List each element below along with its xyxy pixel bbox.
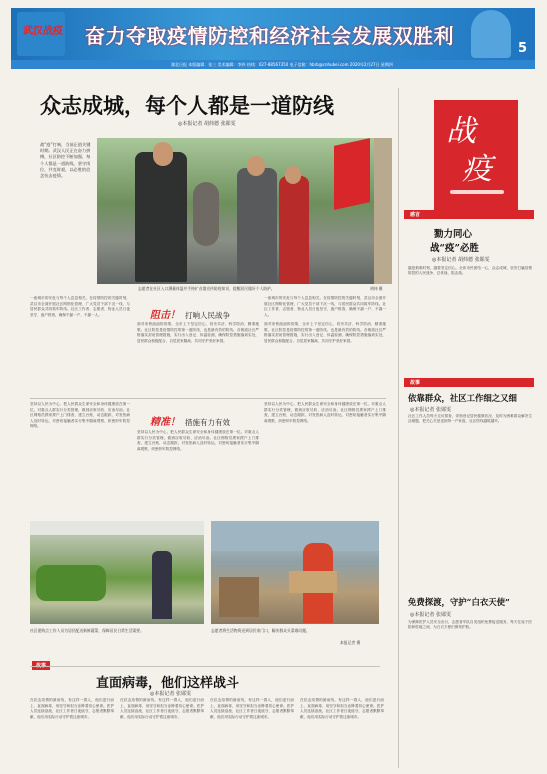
section1-body-top: 一座城市的安危与每个人息息相关。在疫情防控的关键时刻，武汉市全面开展社区网格化管理，广大党员干部下沉一线，与居民群众共同筑牢防线。社区工作者、志愿者、物业人员日夜坚守，逐户排查，确保不漏一户、不漏一人。 xyxy=(264,296,386,317)
intro-text: 战“疫”打响，当前正值关键时期。武汉人民正在奋力拼搏，社区防控不断加强，每个人都是一道防线，坚守岗位，共克时艰，以必胜的信念抗击疫情。 xyxy=(40,142,91,179)
right-tag-2-label: 故事 xyxy=(410,380,421,386)
right-byline-3: ◎本报记者 张郧雯 xyxy=(410,612,451,618)
section2-body-col2: 坚持以人民为中心，把人民群众生命安全和身体健康放在第一位。对重点人群实行分类管理，做到应收尽收、应治尽治。社区网格员挨家挨户上门排查，建立台账，动态跟踪，对发热病人及时转运，对密切接触者实行集中隔离观察，织密织牢防控网络。 xyxy=(264,402,386,423)
main-story-byline: ◎本报记者 胡炜德 张郧雯 xyxy=(178,121,236,127)
lead-paragraph-cont xyxy=(30,330,130,392)
section1-body-col2: 面对来势汹汹的疫情，全市上下坚定信心、同舟共济、科学防治、精准施策。社区防控是疫情防控的第一道防线，也是最有效的防线。各街道社区严格落实封闭管理措施，实行出入登记、体温检测，确保防控措施落到实处，居民群众积极配合，自觉居家隔离，共同守护美好家园。 xyxy=(264,322,386,343)
lead-paragraph: 一座城市的安危与每个人息息相关。在疫情防控的关键时刻，武汉市全面开展社区网格化管理，广大党员干部下沉一线，与居民群众共同筑牢防线。社区工作者、志愿者、物业人员日夜坚守，逐户排查，确保不漏一户、不漏一人。 xyxy=(30,296,130,317)
zhanyi-badge xyxy=(434,100,518,212)
right-title-2: 依靠群众，社区工作细之又细 xyxy=(408,393,517,403)
newspaper-logo xyxy=(17,12,65,56)
page-number: 5 xyxy=(517,41,527,56)
story2-tag: 故事 xyxy=(32,661,50,670)
vegetable-photo-caption: 社区团购点工作人员为居民配送新鲜蔬菜，保障居民日常生活需要。 xyxy=(30,628,144,633)
section2-heading xyxy=(150,413,230,428)
section2-body-col1: 坚持以人民为中心，把人民群众生命安全和身体健康放在第一位。对重点人群实行分类管理，做到应收尽收、应治尽治。社区网格员挨家挨户上门排查，建立台账，动态跟踪，对发热病人及时转运，对密切接触者实行集中隔离观察，织密织牢防控网络。 xyxy=(137,430,259,451)
photo-sky xyxy=(211,521,379,551)
main-story-title: 众志成城，每个人都是一道防线 xyxy=(40,93,334,118)
photo-supplies xyxy=(219,577,259,617)
delivery-photo xyxy=(211,521,379,624)
photo-volunteer xyxy=(279,176,309,284)
story2-body-col1: 在抗击疫情的最前线，有这样一群人，他们逆行而上，直面病毒，用坚守和担当诠释着初心使命。医护人员连续奋战，社区工作者日夜值守，志愿者默默奉献，他们用实际行动守护着这座城市。 xyxy=(30,698,114,719)
masthead-banner xyxy=(11,8,535,60)
main-photo-credit: 胡炜 摄 xyxy=(370,286,383,291)
red-flag xyxy=(334,138,370,210)
story2-title: 直面病毒，他们这样战斗 xyxy=(96,676,240,691)
photo-box xyxy=(289,571,337,593)
section2-subtitle: 措施有力有效 xyxy=(185,418,230,427)
right-byline-2: ◎本报记者 张郧雯 xyxy=(410,407,451,413)
badge-char-2: 疫 xyxy=(462,152,492,187)
main-photo-caption: 志愿者在社区入口测量体温并手持扩音器宣传防疫知识，提醒居民做好个人防护。 xyxy=(138,286,275,291)
story2-body-col4: 在抗击疫情的最前线，有这样一群人，他们逆行而上，直面病毒，用坚守和担当诠释着初心使命。医护人员连续奋战，社区工作者日夜值守，志愿者默默奉献，他们用实际行动守护着这座城市。 xyxy=(300,698,384,719)
story2-byline: ◎本报记者 张郧雯 xyxy=(150,691,191,697)
logo-text: 武汉战疫 xyxy=(23,26,63,37)
photo-building xyxy=(374,138,392,284)
main-photo xyxy=(97,138,392,284)
right-byline-1: ◎本报记者 胡炜德 张郧雯 xyxy=(432,257,490,263)
photo-person-left xyxy=(135,152,187,282)
divider xyxy=(30,398,386,399)
story2-body-col2: 在抗击疫情的最前线，有这样一群人，他们逆行而上，直面病毒，用坚守和担当诠释着初心使命。医护人员连续奋战，社区工作者日夜值守，志愿者默默奉献，他们用实际行动守护着这座城市。 xyxy=(120,698,204,719)
right-body-1: 越是艰难时刻，越要坚定信心。全体市民团结一心，众志成城，坚决打赢疫情防控的人民战争、总体战、阻击战。 xyxy=(408,266,532,276)
right-body-2: 社区工作人员每天走访排查，详细登记居民健康状况，及时为困难群众解决生活难题，把关心关爱送到每一户家庭，社区防线越筑越牢。 xyxy=(408,414,532,424)
right-body-3: 为保障医护人员安全出行，志愿者车队自发组织免费接送服务，每天往返于医院和驻地之间，为白衣天使们保驾护航。 xyxy=(408,620,532,630)
section1-subtitle: 打响人民战争 xyxy=(185,311,230,320)
photo-shopper xyxy=(152,551,172,619)
divider-story2 xyxy=(30,666,380,667)
masthead-info-bar: 湖北日报 本版编辑：张三 美术编辑：李四 热线：027-88567350 电子信箱：hbrb@cnhubei.com 2020年2月27日 星期四 xyxy=(11,60,535,69)
delivery-photo-credit: 本报记者 摄 xyxy=(340,640,361,645)
column-divider xyxy=(398,88,399,768)
badge-char-1: 战 xyxy=(446,114,476,149)
right-title-1-line2: 战“疫”必胜 xyxy=(430,243,479,254)
right-title-3: 免费探渡，守护“白衣天使” xyxy=(408,597,510,607)
right-tag-1-label: 感言 xyxy=(410,212,421,218)
section1-heading xyxy=(150,306,230,321)
section2-label: 精准！ xyxy=(150,417,180,428)
section1-body-col1: 面对来势汹汹的疫情，全市上下坚定信心、同舟共济、科学防治、精准施策。社区防控是疫情防控的第一道防线，也是最有效的防线。各街道社区严格落实封闭管理措施，实行出入登记、体温检测，确保防控措施落到实处，居民群众积极配合，自觉居家隔离，共同守护美好家园。 xyxy=(137,322,259,343)
story2-body-col3: 在抗击疫情的最前线，有这样一群人，他们逆行而上，直面病毒，用坚守和担当诠释着初心使命。医护人员连续奋战，社区工作者日夜值守，志愿者默默奉献，他们用实际行动守护着这座城市。 xyxy=(210,698,294,719)
delivery-photo-caption: 志愿者将生活物资送到居民家门口，解决群众买菜难问题。 xyxy=(211,628,310,633)
photo-gong xyxy=(193,182,219,246)
right-tag-1 xyxy=(404,210,534,219)
photo-shelf-top xyxy=(30,521,204,535)
masthead-headline: 奋力夺取疫情防控和经济社会发展双胜利 xyxy=(85,24,454,48)
right-title-1-line1: 勠力同心 xyxy=(434,229,473,240)
photo-vegetables xyxy=(36,565,106,601)
section2-body-col0: 坚持以人民为中心，把人民群众生命安全和身体健康放在第一位。对重点人群实行分类管理，做到应收尽收、应治尽治。社区网格员挨家挨户上门排查，建立台账，动态跟踪，对发热病人及时转运，对密切接触者实行集中隔离观察，织密织牢防控网络。 xyxy=(30,402,130,429)
photo-person-center xyxy=(237,168,277,284)
medical-worker-figure xyxy=(471,10,511,58)
photo-person-center-head xyxy=(247,156,265,176)
right-tag-2 xyxy=(404,378,534,387)
vegetable-photo xyxy=(30,521,204,624)
section1-label: 阻击！ xyxy=(150,310,180,321)
photo-person-left-head xyxy=(153,142,173,166)
photo-volunteer-head xyxy=(285,166,301,184)
badge-hand-shape xyxy=(450,190,504,194)
